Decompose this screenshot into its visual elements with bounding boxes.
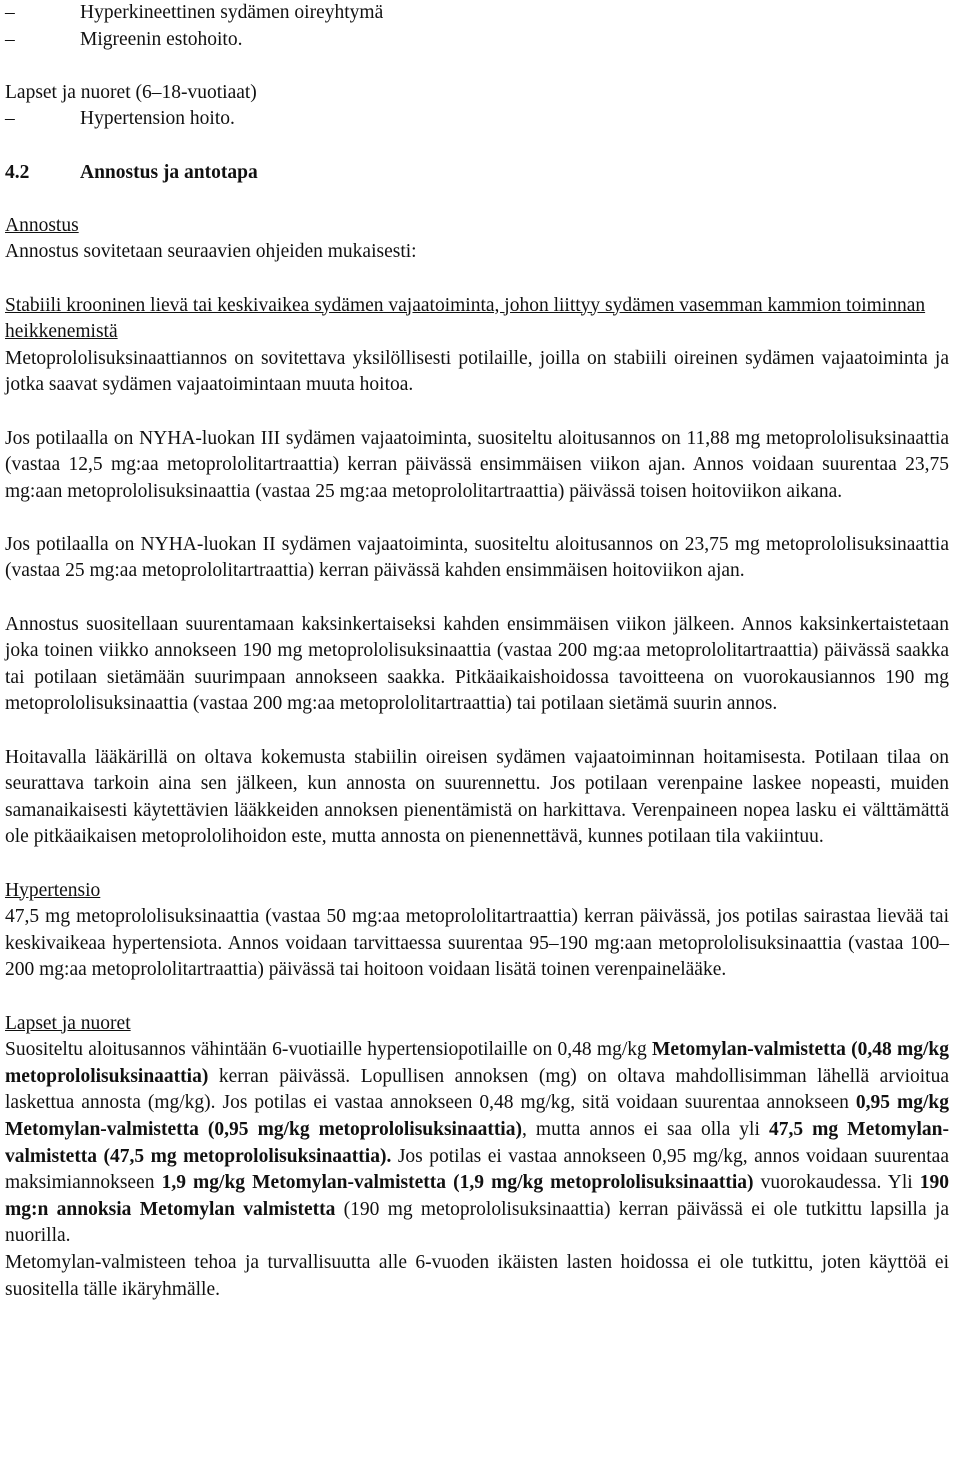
list-item-text: Hyperkineettinen sydämen oireyhtymä	[80, 2, 384, 23]
nyha-ii-paragraph: Jos potilaalla on NYHA-luokan II sydämen vajaatoiminta, suositeltu aloitusannos on 23,75 mg metoprololisuksinaattia (vastaa 25 mg:aa metoprololitartraattia) kerran päivässä kahden ensimmäisen hoitoviikon ajan.	[5, 533, 949, 582]
hypertension-heading: Hypertensio	[5, 879, 101, 901]
list-item	[5, 27, 949, 54]
bold-run: 1,9 mg/kg Metomylan-valmistetta (1,9 mg/kg metoprololisuksinaattia)	[161, 1172, 754, 1194]
list-item-text: Hypertension hoito.	[80, 108, 235, 130]
text-run: Suositeltu aloitusannos vähintään 6-vuotiaille hypertensiopotilaille on 0,48 mg/kg	[5, 1039, 652, 1061]
list-item-text: Migreenin estohoito.	[80, 28, 243, 50]
text-run: vuorokaudessa. Yli	[753, 1172, 920, 1194]
section-number: 4.2	[5, 161, 30, 183]
physician-paragraph: Hoitavalla lääkärillä on oltava kokemusta stabiilin oireisen sydämen vajaatoiminnan hoitamisesta. Potilaan tilaa on seurattava tarkoin aina sen jälkeen, kun annosta on suurennettu. Jos potilaan verenpaine laskee nopeasti, muiden samanaikaisesti käytettävien lääkkeiden annoksen pienentämistä on harkittava. Verenpaineen nopea lasku ei välttämättä ole pitkäaikaisen metoprololihoidon este, mutta annosta on pienennettävä, kunnes potilaan tila vakiintuu.	[5, 746, 949, 848]
children-paragraph	[5, 1037, 949, 1250]
list-item	[5, 106, 949, 133]
bold-run: 47,5 mg Metomylan-valmistetta (47,5 mg metoprololisuksinaattia).	[5, 1118, 949, 1167]
text-run: (190 mg metoprololisuksinaattia) kerran päivässä ei ole tutkittu lapsilla ja nuorilla.	[5, 1198, 949, 1247]
hypertension-paragraph: 47,5 mg metoprololisuksinaattia (vastaa 50 mg:aa metoprololitartraattia) kerran päivässä, jos potilas sairastaa lievää tai keskivaikeaa hypertensiota. Annos voidaan tarvittaessa suurentaa 95–190 mg:aan metoprololisuksinaattia (vastaa 100–200 mg:aa metoprololitartraattia) päivässä tai hoitoon voidaan lisätä toinen verenpainelääke.	[5, 906, 949, 981]
heart-failure-paragraph: Metoprololisuksinaattiannos on sovitettava yksilöllisesti potilaille, joilla on stabiili oireinen sydämen vajaatoiminta ja jotka saavat sydämen vajaatoimintaan muuta hoitoa.	[5, 347, 949, 396]
list-dash: –	[5, 28, 15, 50]
under-six-paragraph: Metomylan-valmisteen tehoa ja turvallisuutta alle 6-vuoden ikäisten lasten hoidossa ei ole tutkittu, joten käyttöä ei suositella tälle ikäryhmälle.	[5, 1251, 949, 1300]
children-heading: Lapset ja nuoret	[5, 1012, 131, 1034]
text-run: Jos potilas ei vastaa annokseen 0,95 mg/kg, annos voidaan suurentaa maksimiannokseen	[5, 1145, 949, 1194]
text-run: , mutta annos ei saa olla yli	[521, 1118, 769, 1140]
section-heading	[5, 160, 949, 187]
text-run: kerran päivässä. Lopullisen annoksen (mg) on oltava mahdollisimman lähellä arvioitua laskettua annosta (mg/kg). Jos potilas ei vastaa annokseen 0,48 mg/kg, sitä voidaan suurentaa annokseen	[5, 1065, 949, 1114]
nyha-iii-paragraph: Jos potilaalla on NYHA-luokan III sydämen vajaatoiminta, suositeltu aloitusannos on 11,88 mg metoprololisuksinaattia (vastaa 12,5 mg:aa metoprololitartraattia) kerran päivässä ensimmäisen viikon ajan. Annos voidaan suurentaa 23,75 mg:aan metoprololisuksinaattia (vastaa 25 mg:aa metoprololitartraattia) päivässä toisen hoitoviikon aikana.	[5, 427, 949, 502]
dose-doubling-paragraph: Annostus suositellaan suurentamaan kaksinkertaiseksi kahden ensimmäisen viikon jälkeen. Annos kaksinkertaistetaan joka toinen viikko annokseen 190 mg metoprololisuksinaattia (vastaa 200 mg:aa metoprololitartraattia) päivässä saakka tai potilaan sietämään suurimpaan annokseen saakka. Pitkäaikaishoidossa tavoitteena on vuorokausiannos 190 mg metoprololisuksinaattia (vastaa 200 mg:aa metoprololitartraattia) tai potilaan sietämä suurin annos.	[5, 613, 949, 715]
heart-failure-heading: Stabiili krooninen lievä tai keskivaikea sydämen vajaatoiminta, johon liittyy sydämen vasemman kammion toiminnan heikkenemistä	[5, 294, 926, 343]
section-title: Annostus ja antotapa	[80, 161, 258, 183]
annostus-heading: Annostus	[5, 214, 79, 236]
bold-run: 190 mg:n annoksia Metomylan valmistetta	[5, 1172, 949, 1220]
list-dash: –	[5, 2, 15, 23]
list-dash: –	[5, 108, 15, 130]
list-item	[5, 0, 949, 27]
bold-run: 0,95 mg/kg Metomylan-valmistetta (0,95 mg/kg metoprololisuksinaattia)	[5, 1092, 949, 1140]
children-indication-label: Lapset ja nuoret (6–18-vuotiaat)	[5, 81, 257, 103]
annostus-intro: Annostus sovitetaan seuraavien ohjeiden mukaisesti:	[5, 241, 417, 263]
bold-run: Metomylan-valmistetta (0,48 mg/kg metoprololisuksinaattia)	[5, 1039, 949, 1087]
